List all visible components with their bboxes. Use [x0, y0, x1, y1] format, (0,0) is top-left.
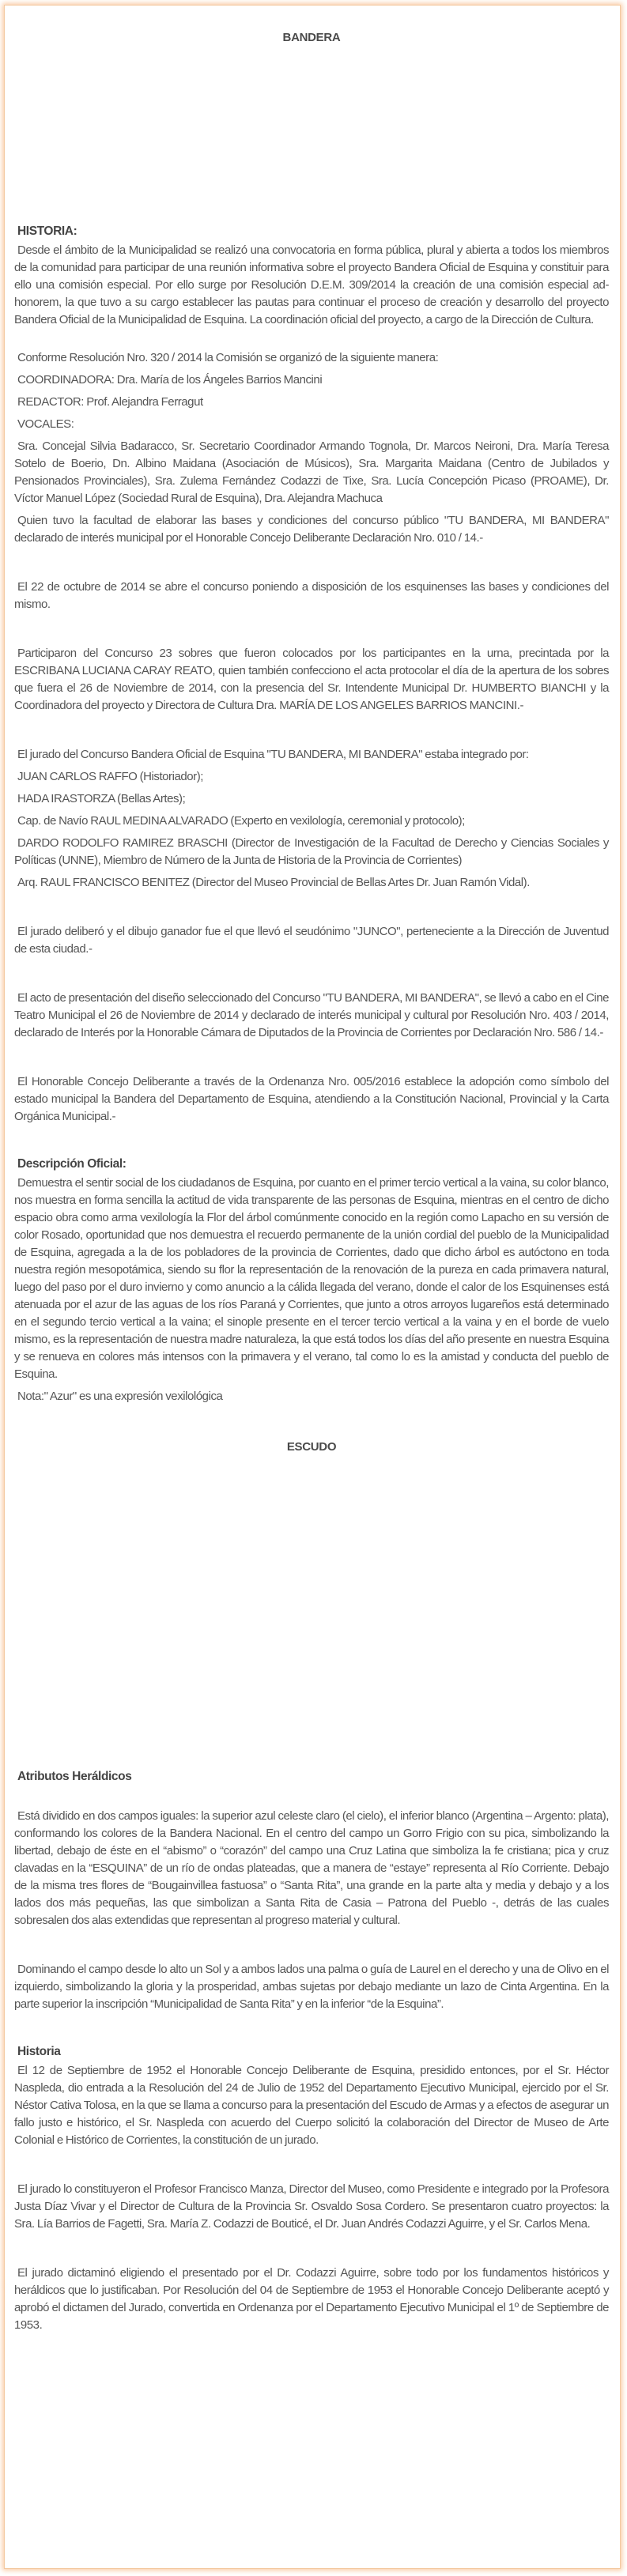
- nota-text: Nota:" Azur" es una expresión vexilológica: [17, 1390, 223, 1403]
- paragraph: REDACTOR: Prof. Alejandra Ferragut: [17, 395, 203, 409]
- bandera-title: BANDERA: [282, 31, 341, 44]
- descripcion-text: Demuestra el sentir social de los ciudadanos de Esquina, por cuanto en el primer tercio vertical a la vaina, su color blanco, nos muestra en forma sencilla la actitud de vida transparente de las personas de Esquina, mientras en el centro de dicho espacio obra como arma vexilología la Flor del árbol comúnmente conocido en la región como Lapacho en su versión de color Rosado, oportunidad que nos demuestra el recuerdo permanente de la unión cordial del pueblo de la Municipalidad de Esquina, agregada a la de los pobladores de la provincia de Corrientes, dado que dicho árbol es autóctono en toda nuestra región mesopotámica, siendo su flor la representación de la renovación de la pureza en cada primavera natural, luego del paso por el duro invierno y como anuncio a la cálida llegada del verano, donde el calor de los Esquinenses está atenuada por el azur de las aguas de los ríos Paraná y Corrientes, que junto a otros arroyos lugareños está determinado en el segundo tercio vertical a la vaina; el sinople presente en el tercer tercio vertical a la vaina y en el borde de vuelo mismo, es la representación de nuestra madre naturaleza, la que está todos los días del año presente en nuestra Esquina y se renueva en colores más intensos con la primavera y el verano, tal como lo es la amistad y conducta del pueblo de Esquina.: [14, 1176, 609, 1381]
- paragraph: El 22 de octubre de 2014 se abre el concurso poniendo a disposición de los esquinenses las bases y condiciones del mismo.: [14, 580, 609, 611]
- paragraph: El Honorable Concejo Deliberante a través de la Ordenanza Nro. 005/2016 establece la adopción como símbolo del estado municipal la Bandera del Departamento de Esquina, atendiendo a la Constitución Nacional, Provincial y la Carta Orgánica Municipal.-: [14, 1075, 609, 1123]
- descripcion-heading: Descripción Oficial:: [17, 1157, 127, 1171]
- paragraph: El jurado lo constituyeron el Profesor Francisco Manza, Director del Museo, como Presidente e integrado por la Profesora Justa Díaz Vivar y el Director de Cultura de la Provincia Sr. Osvaldo Sosa Cordero. Se presentaron cuatro proyectos: la Sra. Lía Barrios de Fagetti, Sra. María Z. Codazzi de Bouticé, el Dr. Juan Andrés Codazzi Aguirre, y el Sr. Carlos Mena.: [14, 2182, 609, 2231]
- paragraph: Participaron del Concurso 23 sobres que fueron colocados por los participantes en la urna, precintada por la ESCRIBANA LUCIANA CARAY REATO, quien también confecciono el acta protocolar el día de la apertura de los sobres que fuera el 26 de Noviembre de 2014, con la presencia del Sr. Intendente Municipal Dr. HUMBERTO BIANCHI y la Coordinadora del proyecto y Directora de Cultura Dra. MARÍA DE LOS ANGELES BARRIOS MANCINI.-: [14, 647, 609, 712]
- paragraph: VOCALES:: [17, 417, 74, 431]
- jury-member: Arq. RAUL FRANCISCO BENITEZ (Director del Museo Provincial de Bellas Artes Dr. Juan Ramón Vidal).: [17, 876, 530, 889]
- paragraph: Dominando el campo desde lo alto un Sol y a ambos lados una palma o guía de Laurel en el derecho y una de Olivo en el izquierdo, simbolizando la gloria y la prosperidad, ambas sujetas por debajo mediante un lazo de Cinta Argentina. En la parte superior la inscripción “Municipalidad de Santa Rita” y en la inferior “de la Esquina”.: [14, 1963, 609, 2011]
- paragraph: El 12 de Septiembre de 1952 el Honorable Concejo Deliberante de Esquina, presidido entonces, por el Sr. Héctor Naspleda, dio entrada a la Resolución del 24 de Julio de 1952 del Departamento Ejecutivo Municipal, ejercido por el Sr. Néstor Cativa Tolosa, en la que se llama a concurso para la presentación del Escudo de Armas y a efectos de asegurar un fallo justo e histórico, el Sr. Naspleda con acuerdo del Cuerpo solicitó la colaboración del Director de Museo de Arte Colonial e Histórico de Corrientes, la constitución de un jurado.: [14, 2064, 609, 2147]
- shield-image-area: [14, 1454, 609, 1770]
- flag-image-area: [14, 44, 609, 224]
- paragraph: COORDINADORA: Dra. María de los Ángeles Barrios Mancini: [17, 373, 323, 387]
- jury-member: HADA IRASTORZA (Bellas Artes);: [17, 792, 186, 805]
- paragraph: Conforme Resolución Nro. 320 / 2014 la Comisión se organizó de la siguiente manera:: [17, 351, 439, 364]
- paragraph: El jurado deliberó y el dibujo ganador fue el que llevó el seudónimo "JUNCO", perteneciente a la Dirección de Juventud de esta ciudad.-: [14, 925, 609, 956]
- paragraph: Está dividido en dos campos iguales: la superior azul celeste claro (el cielo), el inferior blanco (Argentina – Argento: plata), conformando los colores de la Bandera Nacional. En el centro del campo un Gorro Frigio con su pica, simbolizando la libertad, debajo de éste en el “abismo” o “corazón” del campo una Cruz Latina que simboliza la fe cristiana; pica y cruz clavadas en la “ESQUINA” de un río de ondas plateadas, que a manera de “estaye” representa al Río Corriente. Debajo de la misma tres flores de “Bougainvillea fastuosa” o “Santa Rita”, una grande en la parte alta y media y debajo y a los lados dos más pequeñas, las que simbolizan a Santa Rita de Casia – Patrona del Pueblo -, detrás de las cuales sobresalen dos alas extendidas que representan al progreso material y cultural.: [14, 1809, 609, 1927]
- historia-heading: HISTORIA:: [17, 224, 77, 238]
- paragraph: El jurado dictaminó eligiendo el presentado por el Dr. Codazzi Aguirre, sobre todo por los fundamentos históricos y heráldicos que lo justificaban. Por Resolución del 04 de Septiembre de 1953 el Honorable Concejo Deliberante aceptó y aprobó el dictamen del Jurado, convertida en Ordenanza por el Departamento Ejecutivo Municipal el 1º de Septiembre de 1953.: [14, 2266, 609, 2332]
- paragraph: Quien tuvo la facultad de elaborar las bases y condiciones del concurso público "TU BANDERA, MI BANDERA" declarado de interés municipal por el Honorable Concejo Deliberante Declaración Nro. 010 / 14.-: [14, 514, 609, 545]
- escudo-title: ESCUDO: [286, 1440, 337, 1454]
- jury-member: DARDO RODOLFO RAMIREZ BRASCHI (Director de Investigación de la Facultad de Derecho y Ciencias Sociales y Políticas (UNNE), Miembro de Número de la Junta de Historia de la Provincia de Corrientes): [14, 836, 609, 867]
- paragraph: Desde el ámbito de la Municipalidad se realizó una convocatoria en forma pública, plural y abierta a todos los miembros de la comunidad para participar de una reunión informativa sobre el proyecto Bandera Oficial de Esquina y constituir para ello una comisión especial. Por ello surge por Resolución D.E.M. 309/2014 la creación de una comisión especial ad-honorem, la que tuvo a su cargo establecer las pautas para continuar el proceso de creación y desarrollo del proyecto Bandera Oficial de la Municipalidad de Esquina. La coordinación oficial del proyecto, a cargo de la Dirección de Cultura.: [14, 243, 609, 326]
- paragraph: El jurado del Concurso Bandera Oficial de Esquina "TU BANDERA, MI BANDERA" estaba integrado por:: [17, 748, 529, 761]
- atributos-heading: Atributos Heráldicos: [17, 1770, 132, 1783]
- jury-member: JUAN CARLOS RAFFO (Historiador);: [17, 770, 203, 783]
- paragraph: El acto de presentación del diseño seleccionado del Concurso "TU BANDERA, MI BANDERA", se llevó a cabo en el Cine Teatro Municipal el 26 de Noviembre de 2014 y declarado de interés municipal y cultural por Resolución Nro. 403 / 2014, declarado de Interés por la Honorable Cámara de Diputados de la Provincia de Corrientes por Declaración Nro. 586 / 14.-: [14, 991, 609, 1039]
- content-card: [4, 5, 621, 2569]
- jury-member: Cap. de Navío RAUL MEDINA ALVARADO (Experto en vexilología, ceremonial y protocolo);: [17, 814, 465, 828]
- escudo-historia-heading: Historia: [17, 2045, 61, 2058]
- paragraph: Sra. Concejal Silvia Badaracco, Sr. Secretario Coordinador Armando Tognola, Dr. Marcos Neironi, Dra. María Teresa Sotelo de Boerio, Dn. Albino Maidana (Asociación de Músicos), Sra. Margarita Maidana (Centro de Jubilados y Pensionados Provinciales), Sra. Zulema Fernández Codazzi de Tixe, Sra. Lucía Concepción Picaso (PROAME), Dr. Víctor Manuel López (Sociedad Rural de Esquina), Dra. Alejandra Machuca: [14, 439, 609, 505]
